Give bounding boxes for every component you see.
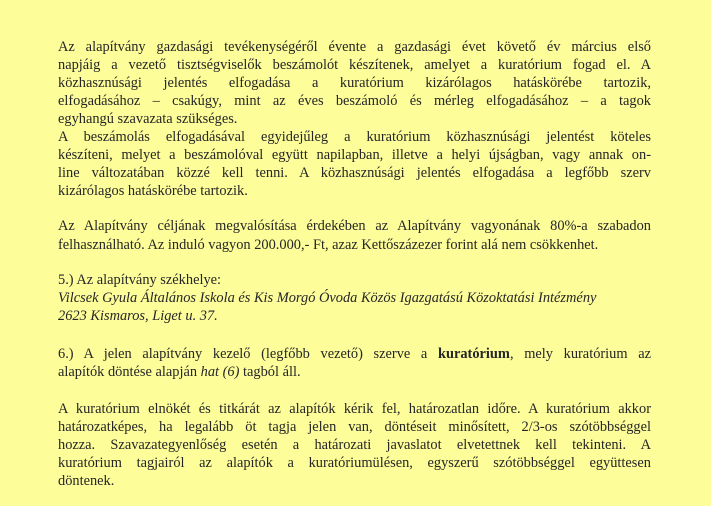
section-6-member-count: hat (6) — [200, 364, 240, 380]
section-6-line-1-pre: 6.) A jelen alapítvány kezelő (legfőbb vezető) szerve a — [58, 346, 438, 362]
p7-line-4: kuratórium tagjairól az alapítók a kuratóriumülésen, egyszerű szótöbbséggel együttesen — [58, 455, 651, 471]
section-6-line-2-pre: alapítók döntése alapján — [58, 364, 201, 380]
section-6-line-1 — [58, 345, 651, 363]
p7-line-1: A kuratórium elnökét és titkárát az alapítók kérik fel, határozatlan időre. A kuratórium akkor — [58, 401, 651, 417]
section-6-line-2 — [58, 363, 651, 381]
section-6-line-1-post: , mely kuratórium az — [509, 346, 651, 362]
section-5-institution: Vilcsek Gyula Általános Iskola és Kis Morgó Óvoda Közös Igazgatású Közoktatási Intézmény — [58, 290, 597, 306]
p7-line-2: határozatképes, ha legalább öt tagja jelen van, döntéseit minősített, 2/3-os szótöbbséggel — [58, 419, 651, 435]
p1-line-8: line változatában közzé kell tenni. A közhasznúsági jelentés elfogadása a legfőbb szerv — [58, 165, 651, 181]
p7-line-3: hozza. Szavazategyenlőség esetén a határozati javaslatot elvetettnek kell tekinteni. A — [58, 437, 651, 453]
p1-line-2: napjáig a vezető tisztségviselők beszámolót készítenek, amelyet a kuratórium fogad el. A — [58, 57, 651, 73]
section-6-kuratorium-bold: kuratórium — [437, 346, 510, 362]
p1-line-1: Az alapítvány gazdasági tevékenységéről évente a gazdasági évet követő év március első — [58, 39, 651, 55]
p1-line-3: közhasznúsági jelentés elfogadása a kuratórium kizárólagos hatáskörébe tartozik, — [58, 75, 651, 91]
section-5-address: 2623 Kismaros, Liget u. 37. — [58, 308, 218, 324]
section-5-heading: 5.) Az alapítvány székhelye: — [58, 272, 222, 288]
section-6-line-2-post: tagból áll. — [239, 364, 301, 380]
p2-line-2: felhasználható. Az induló vagyon 200.000,- Ft, azaz Kettőszázezer forint alá nem csökkenhet. — [58, 237, 599, 253]
p1-line-5: egyhangú szavazata szükséges. — [58, 111, 238, 127]
p1-line-9: kizárólagos hatáskörébe tartozik. — [58, 183, 248, 199]
p1-line-6: A beszámolás elfogadásával egyidejűleg a kuratórium közhasznúsági jelentést köteles — [58, 129, 651, 145]
p7-line-5: döntenek. — [58, 473, 115, 489]
p1-line-7: készíteni, melyet a beszámolóval együtt napilapban, illetve a helyi újságban, vagy annak on- — [58, 147, 651, 163]
p2-line-1: Az Alapítvány céljának megvalósítása érdekében az Alapítvány vagyonának 80%-a szabadon — [58, 218, 651, 234]
p1-line-4: elfogadásához – csakúgy, mint az éves beszámoló és mérleg elfogadásához – a tagok — [58, 93, 651, 109]
